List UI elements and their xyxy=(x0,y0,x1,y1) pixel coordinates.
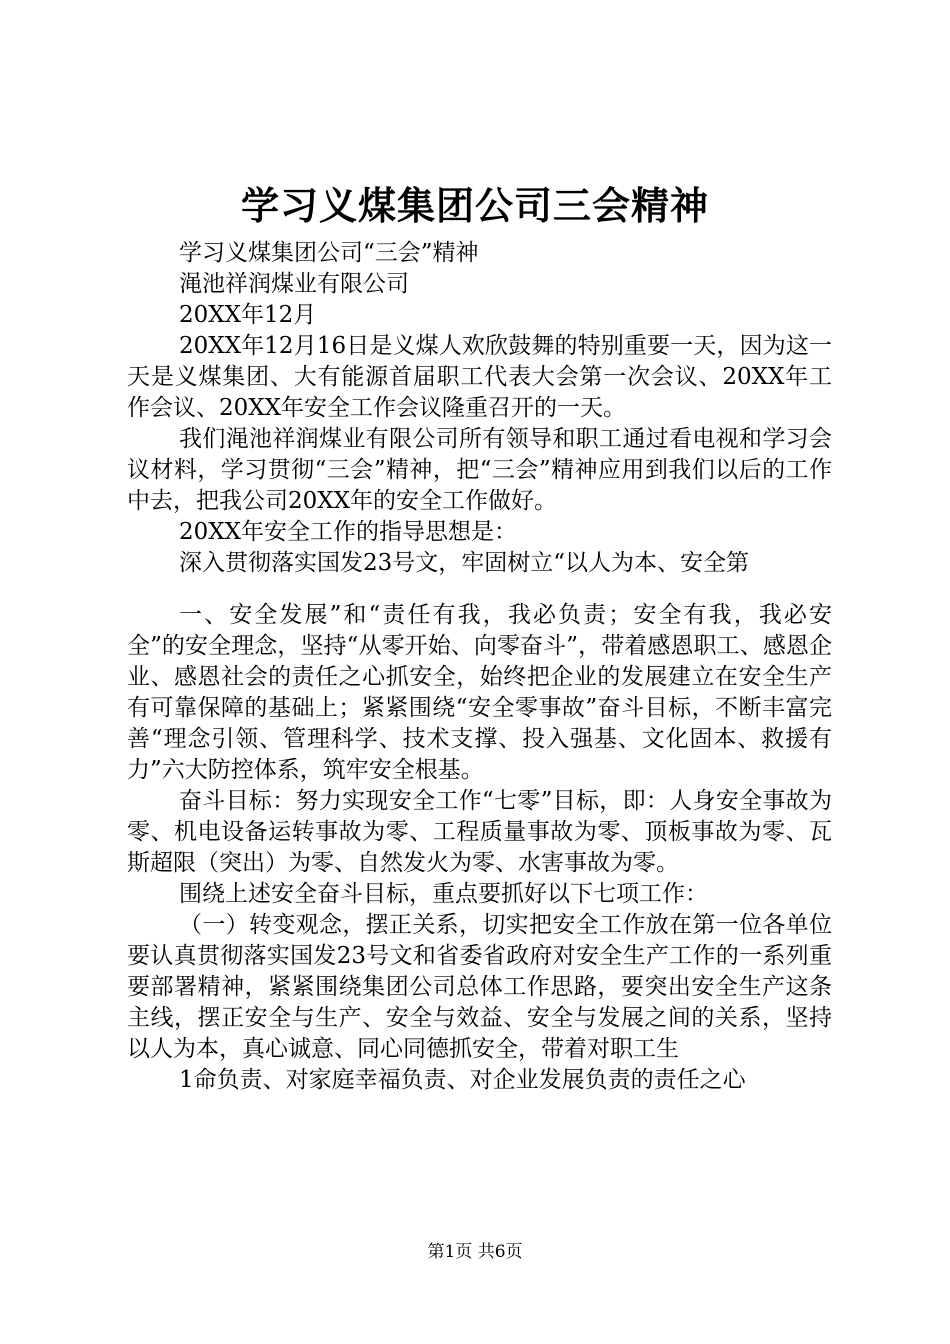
paragraph-text: 1命负责、对家庭幸福负责、对企业发展负责的责任之心 xyxy=(179,1067,746,1093)
paragraph-text: 20XX年12月16日是义煤人欢欣鼓舞的特别重要一天，因为这一天是义煤集团、大有能源首届职工代表大会第一次会议、20XX年工作会议、20XX年安全工作会议隆重召开的一天。 xyxy=(127,333,832,421)
paragraph-text: 围绕上述安全奋斗目标，重点要抓好以下七项工作： xyxy=(179,881,708,907)
body-section-main xyxy=(127,600,832,1096)
body-section-top xyxy=(127,238,832,579)
paragraph-text: 深入贯彻落实国发23号文，牢固树立“以人为本、安全第 xyxy=(179,550,750,576)
paragraph-text: 我们渑池祥润煤业有限公司所有领导和职工通过看电视和学习会议材料，学习贯彻“三会”精神，把“三会”精神应用到我们以后的工作中去，把我公司20XX年的安全工作做好。 xyxy=(127,426,832,514)
paragraph-text: 20XX年安全工作的指导思想是： xyxy=(179,519,518,545)
paragraph-date: 20XX年12月 xyxy=(179,302,317,328)
paragraph-company: 渑池祥润煤业有限公司 xyxy=(179,271,409,297)
paragraph-text: 奋斗目标：努力实现安全工作“七零”目标，即：人身安全事故为零、机电设备运转事故为零、工程质量事故为零、顶板事故为零、瓦斯超限（突出）为零、自然发火为零、水害事故为零。 xyxy=(127,788,832,876)
paragraph-subtitle: 学习义煤集团公司“三会”精神 xyxy=(179,240,479,266)
paragraph-text: 一、安全发展”和“责任有我，我必负责；安全有我，我必安全”的安全理念，坚持“从零开始、向零奋斗”，带着感恩职工、感恩企业、感恩社会的责任之心抓安全，始终把企业的发展建立在安全生产有可靠保障的基础上；紧紧围绕“安全零事故”奋斗目标，不断丰富完善“理念引领、管理科学、技术支撑、投入强基、文化固本、救援有力”六大防控体系，筑牢安全根基。 xyxy=(127,602,832,783)
page-number-footer: 第1页 共6页 xyxy=(427,1242,523,1262)
paragraph-text: （一）转变观念，摆正关系，切实把安全工作放在第一位各单位要认真贯彻落实国发23号文和省委省政府对安全生产工作的一系列重要部署精神，紧紧围绕集团公司总体工作思路，要突出安全生产这条主线，摆正安全与生产、安全与效益、安全与发展之间的关系，坚持以人为本，真心诚意、同心同德抓安全，带着对职工生 xyxy=(127,912,832,1062)
document-title: 学习义煤集团公司三会精神 xyxy=(240,183,709,228)
